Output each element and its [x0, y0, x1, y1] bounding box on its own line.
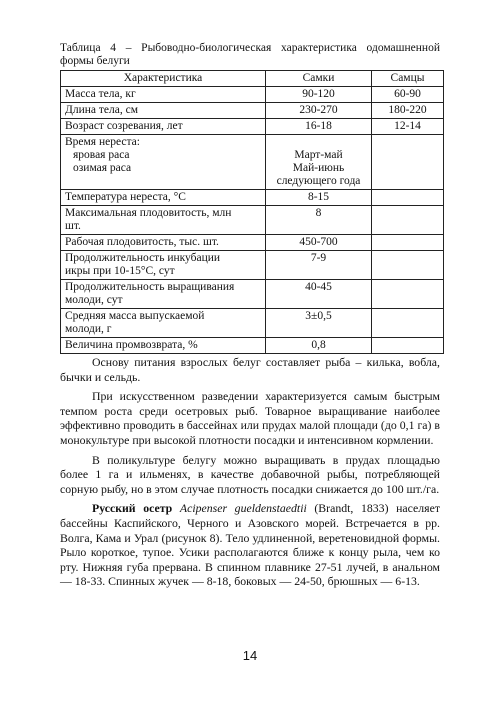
paragraph: При искусственном разведении характеризуется самым быстрым темпом роста среди осетровых рыб. Товарное выращивание наиболее эффективно проводить в бассейнах или прудах малой площади (до 0,1 га) в монокультуре при высокой плотности посадки и интенсивном кормлении.	[60, 389, 440, 447]
row-sublabel-winter: озимая раса	[73, 162, 132, 174]
header-males: Самцы	[372, 71, 444, 87]
row-male-value	[372, 251, 444, 280]
table-header-row	[61, 71, 444, 87]
row-female-value: 450-700	[266, 235, 372, 251]
species-name: Русский осетр	[92, 501, 173, 516]
table-row	[61, 235, 444, 251]
row-label: Температура нереста, °С	[61, 190, 266, 206]
row-label-line1: Продолжительность выращивания	[65, 281, 235, 293]
row-label-line1: Продолжительность инкубации	[65, 252, 221, 264]
table-row-spawning-time	[61, 135, 444, 190]
table-row	[61, 251, 444, 280]
row-female-value	[266, 135, 372, 190]
row-male-value: 180-220	[372, 103, 444, 119]
row-male-value	[372, 280, 444, 309]
table-row	[61, 119, 444, 135]
table-row	[61, 87, 444, 103]
table-row	[61, 309, 444, 338]
row-label-line2: молоди, г	[65, 323, 112, 335]
row-label-text: Максимальная плодовитость, млн	[65, 207, 232, 219]
table-caption: Таблица 4 – Рыбоводно-биологическая характеристика одомашненной формы белуги	[60, 42, 440, 67]
table-row	[61, 280, 444, 309]
row-label	[61, 309, 266, 338]
page-number: 14	[242, 648, 258, 663]
row-female-value: 7-9	[266, 251, 372, 280]
row-male-value	[372, 206, 444, 235]
row-female-value: 230-270	[266, 103, 372, 119]
paragraph-russian-sturgeon	[60, 501, 440, 589]
row-label-line1	[65, 207, 261, 220]
row-label-line2: молоди, сут	[65, 294, 123, 306]
row-female-value: 8	[266, 206, 372, 235]
header-females: Самки	[266, 71, 372, 87]
row-female-value: 8-15	[266, 190, 372, 206]
row-label	[61, 206, 266, 235]
row-label	[61, 135, 266, 190]
table-row	[61, 338, 444, 354]
row-label	[61, 280, 266, 309]
row-label-line2: икры при 10-15°С, сут	[65, 265, 175, 277]
row-label-line2: шт.	[65, 220, 81, 232]
table-row	[61, 206, 444, 235]
row-sublabel-spring: яровая раса	[73, 149, 130, 161]
row-label-line1: Средняя масса выпускаемой	[65, 310, 205, 322]
row-label: Масса тела, кг	[61, 87, 266, 103]
row-male-value	[372, 235, 444, 251]
row-male-value	[372, 190, 444, 206]
row-label: Длина тела, см	[61, 103, 266, 119]
row-label-main: Время нереста:	[65, 136, 140, 148]
spawning-spring-value: Март-май	[294, 149, 343, 161]
row-male-value: 60-90	[372, 87, 444, 103]
row-female-value: 90-120	[266, 87, 372, 103]
body-text	[60, 355, 440, 594]
paragraph-text: (Brandt, 1833) населяет бассейны Каспийского, Черного и Азовского морей. Встречается в рр. Волга, Кама и Урал (рисунок 8). Тело удлиненной, веретеновидной формы. Рыло короткое, тупое. Усики располагаются ближе к концу рыла, чем ко рту. Нижняя губа прервана. В спинном плавнике 27-51 лучей, в анальном — 18-33. Спинных жучек — 8-18, боковых — 24-50, брюшных — 6-13.	[60, 501, 440, 589]
row-male-value: 12-14	[372, 119, 444, 135]
paragraph: Основу питания взрослых белуг составляет рыба – килька, вобла, бычки и сельдь.	[60, 355, 440, 384]
row-male-value	[372, 338, 444, 354]
characteristics-table	[60, 70, 444, 354]
paragraph: В поликультуре белугу можно выращивать в прудах площадью более 1 га и ильменях, в качестве добавочной рыбы, потребляющей сорную рыбу, но в этом случае плотность посадки снижается до 100 шт./га.	[60, 452, 440, 496]
spawning-winter-value: Май-июнь	[292, 162, 345, 174]
row-female-value: 0,8	[266, 338, 372, 354]
row-male-value	[372, 135, 444, 190]
spawning-winter-value-cont: следующего года	[276, 175, 361, 187]
row-label	[61, 251, 266, 280]
row-label: Возраст созревания, лет	[61, 119, 266, 135]
row-female-value: 3±0,5	[266, 309, 372, 338]
species-latin-name: Acipenser gueldenstaedtii	[179, 501, 307, 516]
header-characteristic: Характеристика	[61, 71, 266, 87]
table-row	[61, 190, 444, 206]
row-female-value: 40-45	[266, 280, 372, 309]
row-female-value: 16-18	[266, 119, 372, 135]
table-row	[61, 103, 444, 119]
row-male-value	[372, 309, 444, 338]
row-label: Величина промвозврата, %	[61, 338, 266, 354]
row-label: Рабочая плодовитость, тыс. шт.	[61, 235, 266, 251]
